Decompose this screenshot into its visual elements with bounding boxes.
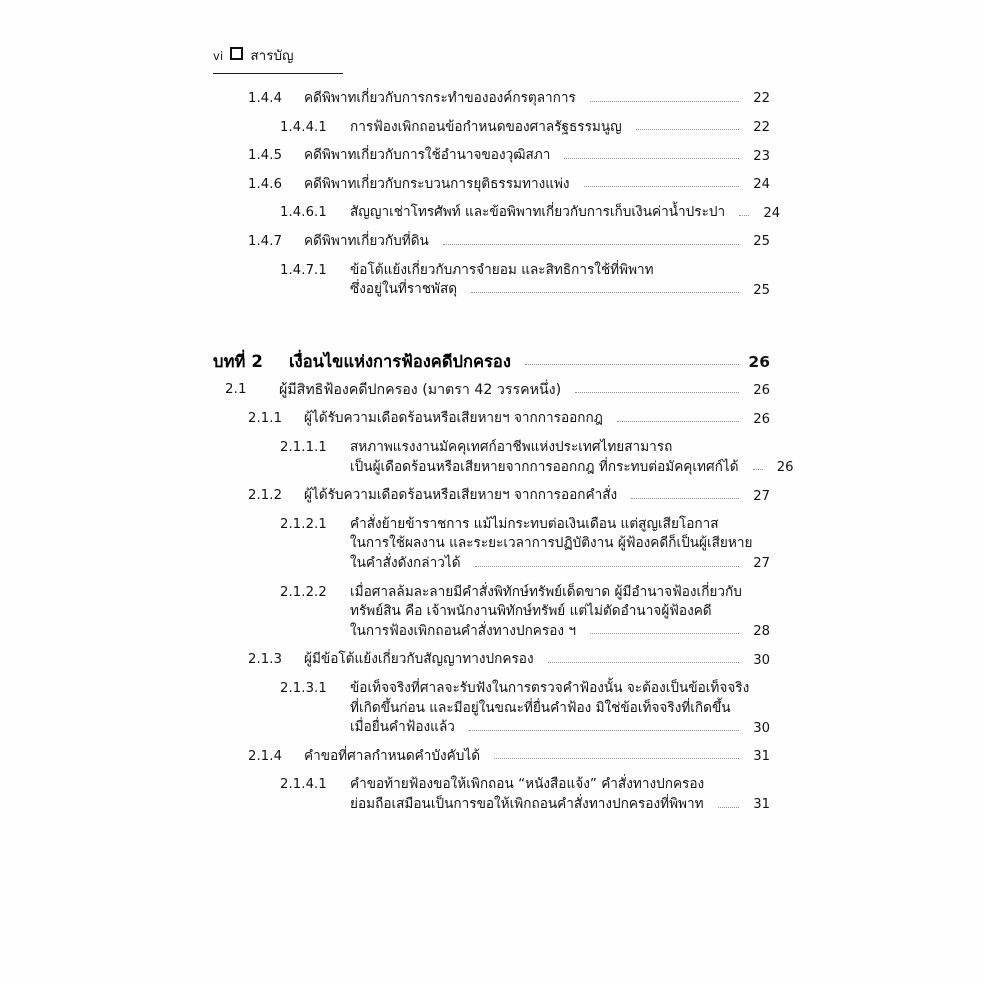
toc-entry-text: ที่เกิดขึ้นก่อน และมีอยู่ในขณะที่ยื่นคำฟ้อง มิใช่ข้อเท็จจริงที่เกิดขึ้น bbox=[350, 699, 731, 716]
toc-entry-line bbox=[304, 175, 770, 193]
toc-entry-line bbox=[304, 92, 770, 106]
toc-group-chapter-two bbox=[0, 383, 983, 826]
toc-entry-page-number: 25 bbox=[753, 234, 770, 250]
toc-entry-number: 2.1.3 bbox=[248, 652, 283, 668]
toc-entry[interactable] bbox=[0, 583, 983, 640]
toc-entry-chapter[interactable] bbox=[0, 351, 983, 371]
toc-entry-title-column bbox=[304, 412, 770, 426]
toc-entry-title-column bbox=[304, 175, 770, 193]
dot-leader bbox=[443, 243, 739, 245]
toc-entry-line bbox=[350, 699, 770, 716]
toc-entry-title-column bbox=[304, 149, 770, 163]
entry-gap bbox=[0, 220, 983, 235]
toc-entry-title-column bbox=[350, 118, 770, 135]
dot-leader bbox=[753, 468, 763, 470]
toc-entry-line bbox=[279, 383, 770, 397]
toc-entry-title-column bbox=[350, 515, 770, 572]
toc-entry[interactable] bbox=[0, 653, 983, 667]
toc-entry-text: สัญญาเช่าโทรศัพท์ และข้อพิพาทเกี่ยวกับการเก็บเงินค่าน้ำประปา bbox=[350, 204, 726, 221]
toc-entry[interactable] bbox=[0, 206, 983, 220]
toc-entry-title-column bbox=[304, 653, 770, 667]
toc-entry-page-number: 24 bbox=[763, 205, 781, 221]
toc-entry[interactable] bbox=[0, 149, 983, 163]
dot-leader bbox=[584, 185, 739, 187]
toc-entry-title-column bbox=[350, 439, 794, 476]
chapter-number: บทที่ 2 bbox=[213, 351, 263, 371]
running-head bbox=[213, 44, 343, 74]
section-spacer bbox=[0, 312, 983, 354]
toc-entry[interactable] bbox=[0, 261, 983, 298]
toc-entry-page-number: 25 bbox=[753, 282, 770, 298]
toc-entry-page-number: 31 bbox=[753, 749, 770, 765]
toc-entry-line bbox=[350, 557, 770, 571]
toc-entry[interactable] bbox=[0, 92, 983, 106]
running-head-title: สารบัญ bbox=[250, 48, 294, 64]
dot-leader bbox=[469, 729, 739, 731]
toc-entry-text: ข้อเท็จจริงที่ศาลจะรับฟังในการตรวจคำฟ้องนั้น จะต้องเป็นข้อเท็จจริง bbox=[350, 679, 750, 696]
toc-entry-title-column bbox=[304, 232, 770, 250]
table-of-contents bbox=[0, 92, 983, 827]
toc-entry-title-column bbox=[350, 261, 770, 298]
toc-entry-number: 2.1.3.1 bbox=[280, 680, 327, 696]
toc-entry-number: 1.4.7 bbox=[248, 233, 283, 249]
toc-entry-title-column bbox=[350, 778, 770, 811]
toc-entry-number: 1.4.6.1 bbox=[280, 205, 327, 221]
square-bullet-icon bbox=[230, 47, 243, 60]
toc-entry-text: ซึ่งอยู่ในที่ราชพัสดุ bbox=[350, 281, 458, 298]
toc-entry-text: การฟ้องเพิกถอนข้อกำหนดของศาลรัฐธรรมนูญ bbox=[350, 118, 622, 135]
toc-entry-text: ทรัพย์สิน คือ เจ้าพนักงานพิทักษ์ทรัพย์ แต่ไม่ตัดอำนาจผู้ฟ้องคดี bbox=[350, 603, 712, 620]
dot-leader bbox=[590, 100, 739, 102]
toc-entry-number: 1.4.7.1 bbox=[280, 262, 327, 278]
toc-entry-page-number: 22 bbox=[753, 119, 770, 135]
toc-entry[interactable] bbox=[0, 412, 983, 426]
toc-entry[interactable] bbox=[0, 778, 983, 811]
toc-entry-line bbox=[304, 747, 770, 765]
toc-entry-line bbox=[304, 412, 770, 426]
chapter-title: เงื่อนไขแห่งการฟ้องคดีปกครอง bbox=[289, 351, 511, 371]
toc-entry-text: คดีพิพาทเกี่ยวกับการกระทำขององค์กรตุลาการ bbox=[304, 90, 576, 106]
dot-leader bbox=[617, 420, 739, 422]
toc-entry-number: 2.1.1 bbox=[248, 411, 283, 427]
toc-entry-page-number: 27 bbox=[753, 488, 770, 504]
toc-entry[interactable] bbox=[0, 383, 983, 397]
toc-entry-number: 2.1.4 bbox=[248, 748, 283, 764]
toc-entry-title-column bbox=[304, 92, 770, 106]
toc-entry-page-number: 28 bbox=[753, 624, 770, 640]
toc-entry-number: 1.4.4.1 bbox=[280, 119, 327, 135]
toc-entry-text: ย่อมถือเสมือนเป็นการขอให้เพิกถอนคำสั่งทางปกครองที่พิพาท bbox=[350, 795, 704, 812]
toc-entry-page-number: 27 bbox=[753, 556, 770, 572]
toc-entry-page-number: 26 bbox=[776, 460, 794, 476]
toc-entry-text: คดีพิพาทเกี่ยวกับการใช้อำนาจของวุฒิสภา bbox=[304, 147, 551, 164]
dot-leader bbox=[548, 661, 739, 663]
toc-entry-text: ข้อโต้แย้งเกี่ยวกับภารจำยอม และสิทธิการใช้ที่พิพาท bbox=[350, 261, 654, 278]
toc-entry-line bbox=[350, 515, 770, 532]
toc-entry[interactable] bbox=[0, 175, 983, 193]
toc-entry[interactable] bbox=[0, 232, 983, 250]
chapter-title-column bbox=[289, 351, 770, 371]
toc-entry-line bbox=[350, 622, 770, 640]
toc-entry-line bbox=[350, 583, 770, 600]
toc-entry-page-number: 31 bbox=[753, 797, 770, 813]
toc-entry-page-number: 30 bbox=[753, 652, 770, 668]
toc-entry-text: เป็นผู้เดือดร้อนหรือเสียหายจากการออกกฎ ที่กระทบต่อมัคคุเทศก์ได้ bbox=[350, 458, 739, 475]
toc-entry-line bbox=[350, 458, 794, 476]
toc-entry-title-column bbox=[304, 747, 770, 765]
toc-entry-title-column bbox=[350, 204, 781, 221]
toc-entry-line bbox=[350, 441, 770, 455]
dot-leader bbox=[525, 363, 739, 365]
dot-leader bbox=[471, 291, 739, 293]
toc-entry-number: 2.1.2.1 bbox=[280, 516, 327, 532]
entry-gap bbox=[0, 735, 983, 750]
toc-entry[interactable] bbox=[0, 747, 983, 765]
dot-leader bbox=[494, 757, 739, 759]
toc-entry-text: ผู้มีสิทธิฟ้องคดีปกครอง (มาตรา 42 วรรคหนึ่ง) bbox=[279, 382, 562, 399]
toc-entry-text: ผู้มีข้อโต้แย้งเกี่ยวกับสัญญาทางปกครอง bbox=[304, 651, 534, 668]
toc-entry-page-number: 26 bbox=[753, 383, 770, 399]
toc-entry-line bbox=[350, 118, 770, 135]
toc-entry-text: คำขอที่ศาลกำหนดคำบังคับได้ bbox=[304, 747, 481, 764]
toc-entry-line bbox=[350, 605, 770, 619]
toc-entry-line bbox=[350, 778, 770, 792]
toc-entry-text: เมื่อศาลล้มละลายมีคำสั่งพิทักษ์ทรัพย์เด็ดขาด ผู้มีอำนาจฟ้องเกี่ยวกับ bbox=[350, 583, 742, 600]
toc-entry-number: 1.4.6 bbox=[248, 176, 283, 192]
dot-leader bbox=[475, 565, 739, 567]
toc-entry-title-column bbox=[350, 679, 770, 736]
toc-entry-number: 2.1.4.1 bbox=[280, 777, 327, 793]
toc-entry-text: คำสั่งย้ายข้าราชการ แม้ไม่กระทบต่อเงินเดือน แต่สูญเสียโอกาส bbox=[350, 515, 719, 532]
entry-gap bbox=[0, 812, 983, 827]
toc-entry-page-number: 23 bbox=[753, 148, 770, 164]
toc-entry-text: ในการใช้ผลงาน และระยะเวลาการปฏิบัติงาน ผู้ฟ้องคดีก็เป็นผู้เสียหาย bbox=[350, 535, 753, 552]
dot-leader bbox=[590, 632, 739, 634]
toc-entry-page-number: 24 bbox=[753, 177, 770, 193]
toc-entry[interactable] bbox=[0, 489, 983, 503]
toc-entry-page-number: 26 bbox=[753, 411, 770, 427]
toc-entry-text: ในการฟ้องเพิกถอนคำสั่งทางปกครอง ฯ bbox=[350, 622, 576, 639]
toc-entry-text: เมื่อยื่นคำฟ้องแล้ว bbox=[350, 719, 455, 736]
toc-entry-title-column bbox=[350, 583, 770, 640]
toc-entry-line bbox=[304, 653, 770, 667]
toc-entry-text: คำขอท้ายฟ้องขอให้เพิกถอน “หนังสือแจ้ง” คำสั่งทางปกครอง bbox=[350, 776, 705, 793]
toc-entry-page-number: 22 bbox=[753, 91, 770, 107]
toc-entry-line bbox=[350, 679, 770, 696]
toc-entry-page-number: 30 bbox=[753, 720, 770, 736]
toc-entry-line bbox=[304, 232, 770, 250]
toc-entry-number: 2.1.2 bbox=[248, 488, 283, 504]
toc-entry[interactable] bbox=[0, 679, 983, 736]
dot-leader bbox=[718, 806, 739, 808]
toc-entry-line bbox=[350, 261, 770, 278]
toc-entry-line bbox=[350, 795, 770, 813]
toc-entry-title-column bbox=[279, 383, 770, 397]
toc-entry-line bbox=[304, 149, 770, 163]
toc-entry-number: 2.1.2.2 bbox=[280, 584, 327, 600]
toc-entry-line bbox=[350, 283, 770, 297]
dot-leader bbox=[564, 157, 739, 159]
toc-entry-line bbox=[350, 204, 781, 221]
toc-entry[interactable] bbox=[0, 515, 983, 572]
toc-entry-line bbox=[350, 721, 770, 735]
dot-leader bbox=[739, 214, 749, 216]
toc-entry-number: 1.4.4 bbox=[248, 91, 283, 106]
dot-leader bbox=[575, 391, 739, 393]
toc-group-chapter-one bbox=[0, 92, 983, 312]
toc-entry-text: คดีพิพาทเกี่ยวกับที่ดิน bbox=[304, 232, 429, 249]
toc-entry-text: ในคำสั่งดังกล่าวได้ bbox=[350, 555, 461, 572]
chapter-page-number: 26 bbox=[748, 352, 770, 371]
dot-leader bbox=[631, 497, 739, 499]
toc-entry[interactable] bbox=[0, 118, 983, 135]
toc-entry-title-column bbox=[304, 489, 770, 503]
toc-entry-text: คดีพิพาทเกี่ยวกับกระบวนการยุติธรรมทางแพ่ง bbox=[304, 175, 570, 192]
folio-number: vi bbox=[213, 49, 224, 63]
toc-entry-text: ผู้ได้รับความเดือดร้อนหรือเสียหายฯ จากการออกคำสั่ง bbox=[304, 487, 618, 504]
entry-gap bbox=[0, 297, 983, 312]
toc-entry-text: ผู้ได้รับความเดือดร้อนหรือเสียหายฯ จากการออกกฎ bbox=[304, 410, 603, 427]
toc-entry-number: 2.1.1.1 bbox=[280, 440, 327, 456]
dot-leader bbox=[636, 128, 739, 130]
toc-entry[interactable] bbox=[0, 441, 983, 474]
toc-entry-number: 2.1 bbox=[225, 382, 247, 398]
toc-entry-line bbox=[304, 489, 770, 503]
toc-entry-number: 1.4.5 bbox=[248, 148, 283, 164]
toc-entry-line bbox=[350, 537, 770, 551]
toc-entry-text: สหภาพแรงงานมัคคุเทศก์อาชีพแห่งประเทศไทยสามารถ bbox=[350, 439, 673, 456]
